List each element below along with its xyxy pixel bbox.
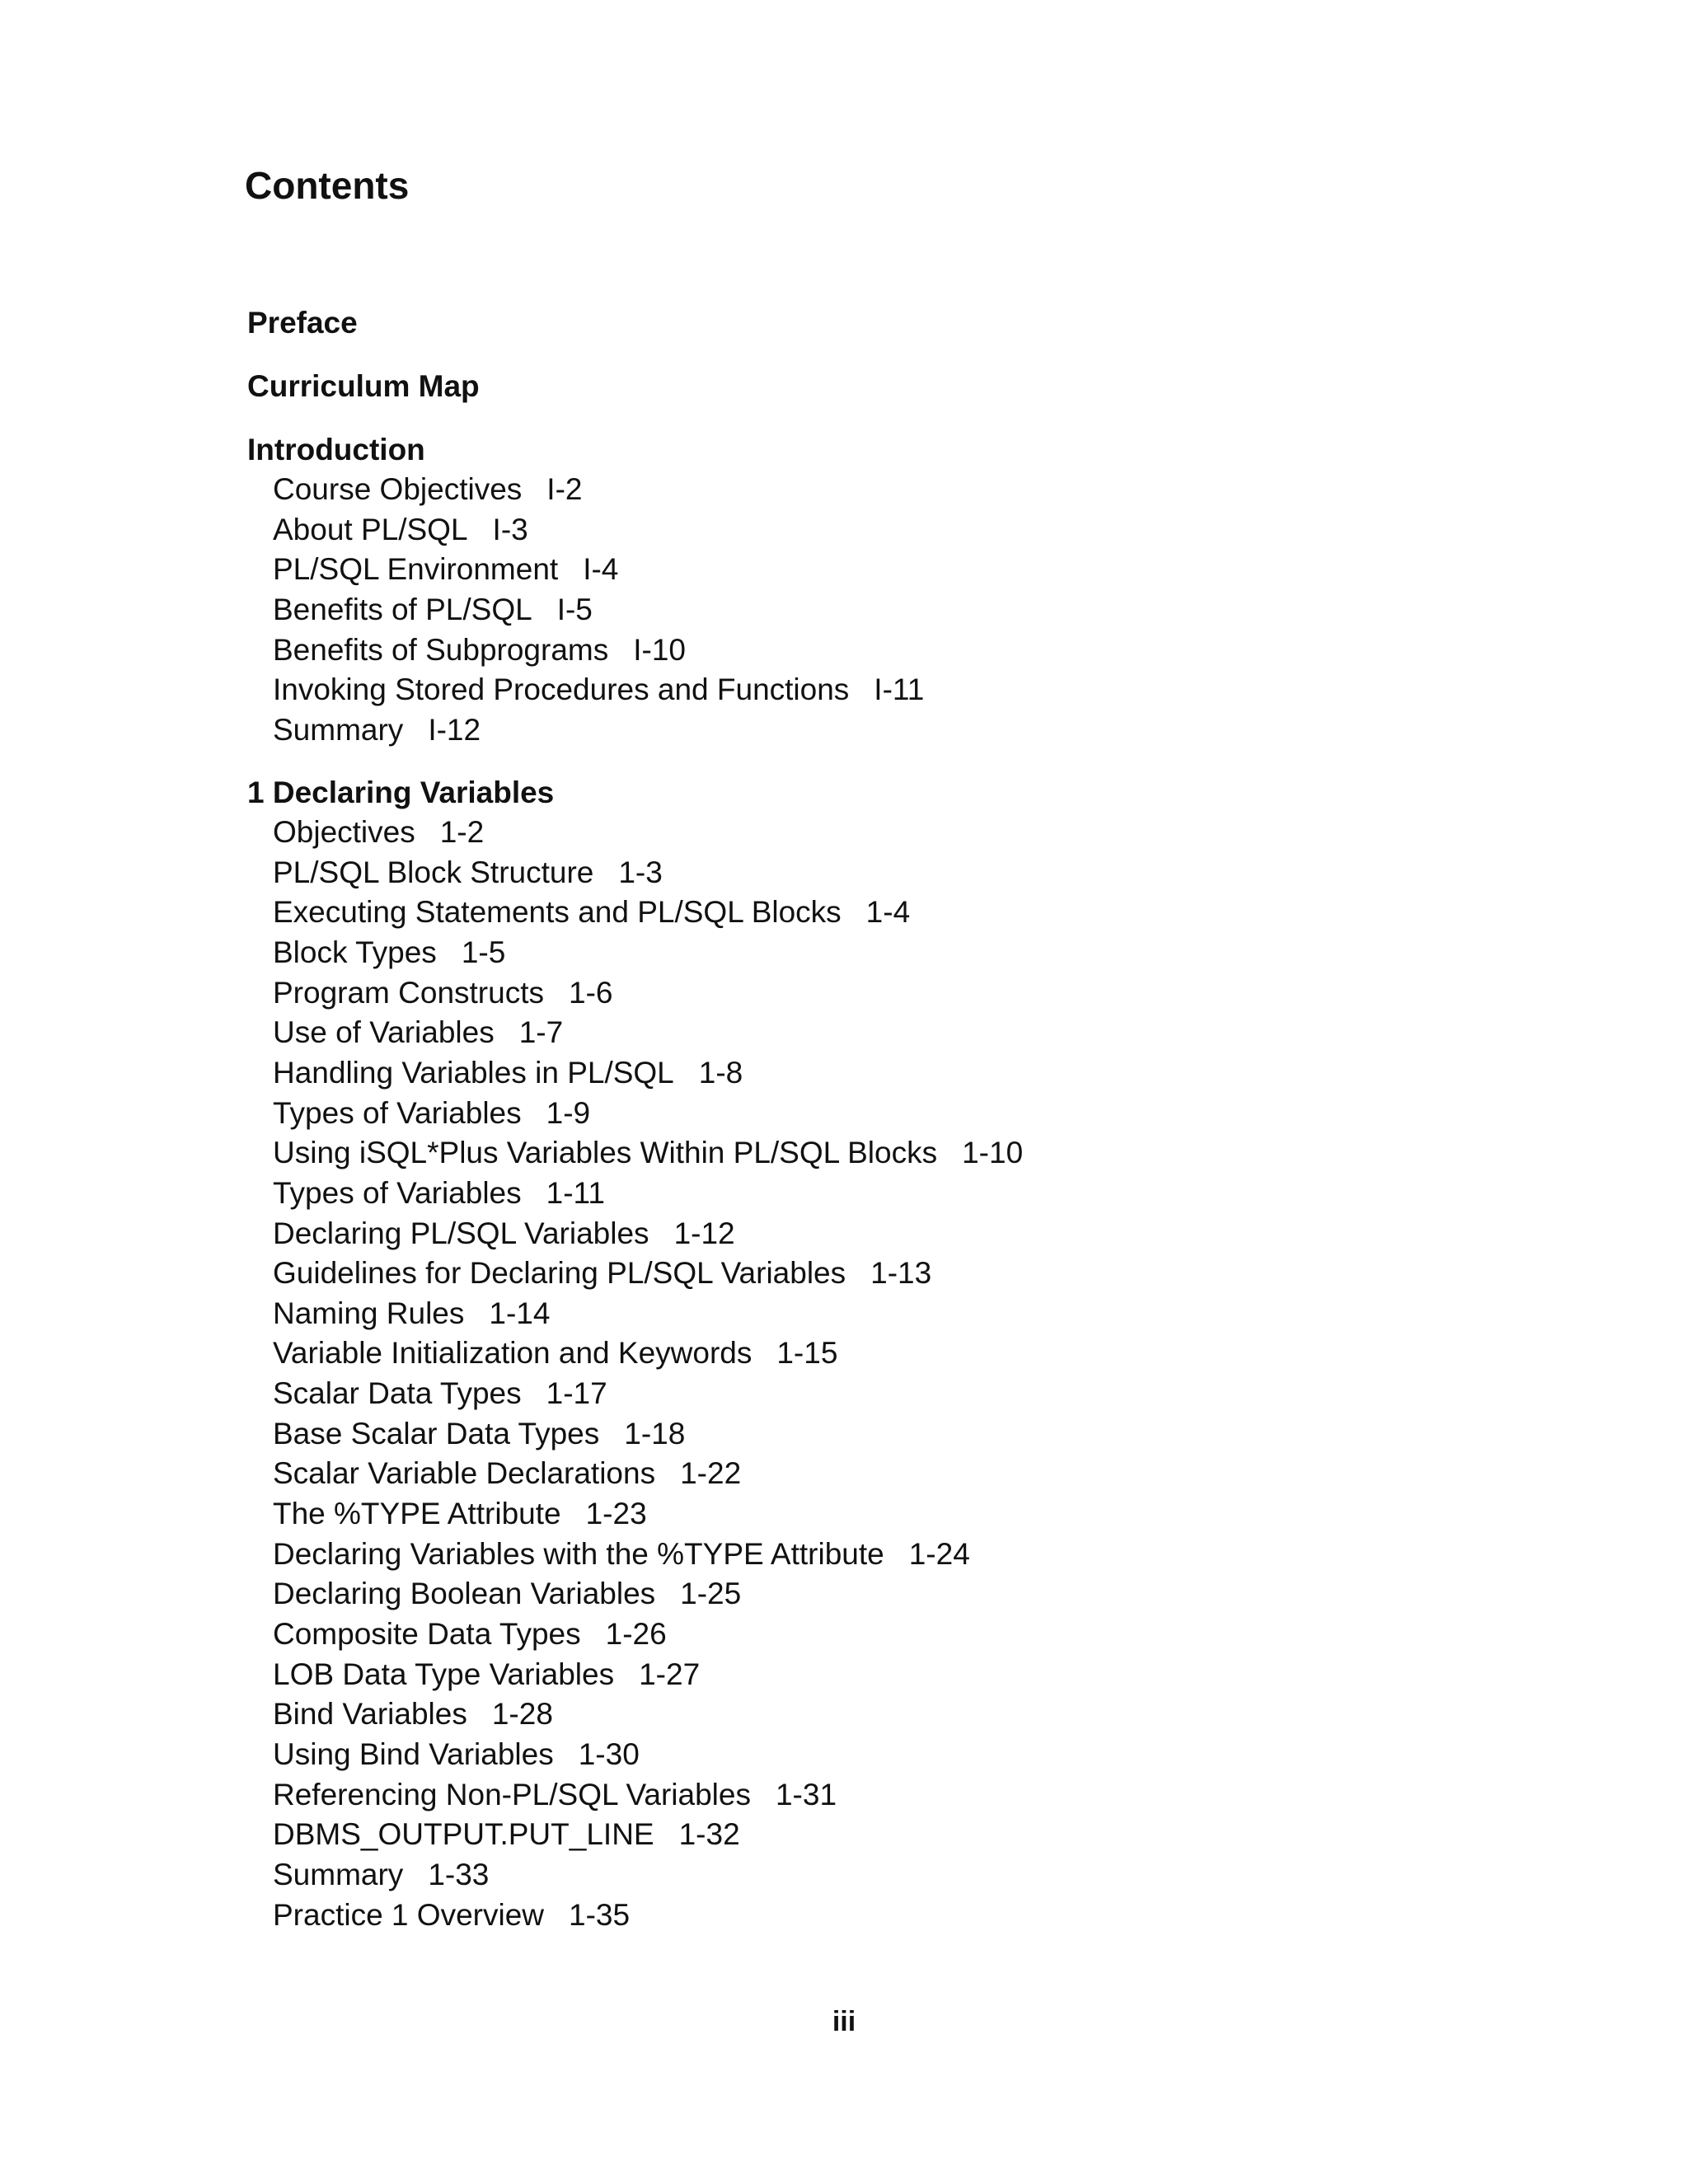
toc-entry-title: Course Objectives xyxy=(273,472,523,506)
toc-entry-title: Executing Statements and PL/SQL Blocks xyxy=(273,895,842,930)
toc-entry-title: Variable Initialization and Keywords xyxy=(273,1336,753,1371)
toc-entry[interactable] xyxy=(273,1135,1023,1171)
toc-entry[interactable] xyxy=(273,1576,741,1612)
toc-entry-title: Composite Data Types xyxy=(273,1617,581,1651)
toc-section-heading[interactable]: Preface xyxy=(247,306,358,340)
toc-entry[interactable] xyxy=(273,855,663,891)
toc-entry-page: 1-4 xyxy=(865,895,911,930)
toc-entry-title: Declaring Boolean Variables xyxy=(273,1577,656,1611)
toc-entry-page: I-4 xyxy=(583,552,619,587)
toc-entry-title: About PL/SQL xyxy=(273,512,468,546)
toc-entry-page: 1-11 xyxy=(546,1175,605,1210)
toc-entry[interactable] xyxy=(273,1696,553,1732)
toc-entry-page: 1-7 xyxy=(518,1015,564,1050)
toc-entry-page: I-2 xyxy=(546,472,583,506)
toc-entry[interactable] xyxy=(273,975,612,1011)
toc-entry-page: 1-14 xyxy=(489,1296,551,1330)
toc-entry[interactable] xyxy=(273,1897,630,1933)
toc-entry[interactable] xyxy=(273,1777,837,1813)
toc-section-heading[interactable]: Curriculum Map xyxy=(247,369,480,403)
toc-entry-title: Declaring Variables with the %TYPE Attribute xyxy=(273,1536,884,1571)
toc-entry[interactable] xyxy=(273,814,484,851)
toc-entry-page: 1-23 xyxy=(585,1497,647,1530)
toc-entry[interactable] xyxy=(273,1857,489,1893)
toc-entry-page: 1-27 xyxy=(639,1657,701,1691)
toc-entry-title: Naming Rules xyxy=(273,1296,465,1330)
toc-entry-title: Invoking Stored Procedures and Functions xyxy=(273,673,850,707)
toc-entry-title: Use of Variables xyxy=(273,1015,495,1050)
toc-entry-page: I-10 xyxy=(633,632,686,667)
toc-entry[interactable] xyxy=(273,1736,640,1773)
toc-entry[interactable] xyxy=(273,1095,590,1132)
toc-entry-page: I-12 xyxy=(428,712,481,747)
toc-entry[interactable] xyxy=(273,632,686,668)
toc-entry-title: Handling Variables in PL/SQL xyxy=(273,1055,674,1090)
toc-entry-page: 1-15 xyxy=(776,1336,838,1371)
toc-entry-title: LOB Data Type Variables xyxy=(273,1657,615,1691)
toc-entry-title: The %TYPE Attribute xyxy=(273,1497,561,1530)
toc-entry[interactable] xyxy=(273,1496,647,1532)
toc-entry-page: 1-18 xyxy=(624,1416,686,1451)
toc-entry-page: 1-3 xyxy=(618,855,663,889)
toc-entry-page: I-5 xyxy=(556,593,593,626)
toc-entry[interactable] xyxy=(273,1055,743,1091)
toc-entry-page: 1-30 xyxy=(578,1736,640,1771)
toc-entry-page: 1-26 xyxy=(605,1617,667,1651)
toc-entry-page: 1-28 xyxy=(491,1697,553,1732)
toc-entry-page: 1-24 xyxy=(908,1536,970,1571)
toc-entry-page: 1-8 xyxy=(698,1055,743,1090)
page-number: iii xyxy=(832,2006,856,2037)
toc-entry[interactable] xyxy=(273,672,924,708)
toc-entry-page: 1-17 xyxy=(546,1376,607,1411)
toc-entry[interactable] xyxy=(273,1376,607,1412)
toc-entry-title: Summary xyxy=(273,1857,404,1891)
toc-entry-title: Types of Variables xyxy=(273,1095,522,1130)
toc-entry-title: Using Bind Variables xyxy=(273,1736,554,1771)
toc-entry-page: 1-25 xyxy=(680,1577,742,1611)
toc-entry-title: Types of Variables xyxy=(273,1175,522,1210)
toc-entry-title: Declaring PL/SQL Variables xyxy=(273,1216,649,1250)
toc-entry-page: 1-22 xyxy=(680,1456,742,1491)
toc-entry[interactable] xyxy=(273,1657,700,1693)
toc-entry-title: Base Scalar Data Types xyxy=(273,1416,600,1451)
toc-entry[interactable] xyxy=(273,1296,550,1332)
toc-entry[interactable] xyxy=(273,1015,563,1051)
toc-entry-page: 1-35 xyxy=(569,1897,631,1932)
toc-entry-title: Guidelines for Declaring PL/SQL Variables xyxy=(273,1256,846,1291)
toc-entry[interactable] xyxy=(273,1175,605,1212)
toc-entry-title: Scalar Variable Declarations xyxy=(273,1456,656,1491)
toc-entry-page: 1-6 xyxy=(569,975,613,1010)
toc-entry-title: Benefits of Subprograms xyxy=(273,632,609,667)
toc-entry-title: Objectives xyxy=(273,815,415,849)
toc-entry[interactable] xyxy=(273,1536,970,1572)
toc-entry-title: Referencing Non-PL/SQL Variables xyxy=(273,1777,751,1811)
toc-section-heading[interactable]: 1 Declaring Variables xyxy=(247,776,555,809)
page-title: Contents xyxy=(245,164,410,207)
toc-entry[interactable] xyxy=(273,1416,685,1452)
toc-entry-title: PL/SQL Environment xyxy=(273,552,559,587)
toc-entry-title: Summary xyxy=(273,712,404,747)
toc-entry[interactable] xyxy=(273,592,593,628)
toc-entry[interactable] xyxy=(273,512,528,548)
toc-section-heading[interactable]: Introduction xyxy=(247,433,425,466)
toc-entry-title: Program Constructs xyxy=(273,975,544,1010)
toc-entry-title: Using iSQL*Plus Variables Within PL/SQL Blocks xyxy=(273,1136,938,1170)
toc-entry[interactable] xyxy=(273,551,618,588)
toc-entry[interactable] xyxy=(273,1216,735,1252)
toc-entry-title: Bind Variables xyxy=(273,1697,467,1732)
toc-entry-title: Scalar Data Types xyxy=(273,1376,522,1411)
toc-entry-page: 1-12 xyxy=(673,1216,735,1250)
toc-entry-page: 1-13 xyxy=(870,1256,932,1291)
toc-entry-title: DBMS_OUTPUT.PUT_LINE xyxy=(273,1817,654,1852)
toc-entry-page: I-11 xyxy=(874,673,925,707)
toc-entry[interactable] xyxy=(273,1616,667,1652)
toc-entry-page: 1-31 xyxy=(775,1777,837,1811)
toc-entry-page: 1-32 xyxy=(678,1817,740,1852)
toc-entry-page: 1-10 xyxy=(962,1136,1024,1170)
toc-entry[interactable] xyxy=(273,1255,931,1291)
toc-entry-page: 1-33 xyxy=(428,1857,490,1891)
toc-entry[interactable] xyxy=(273,1816,740,1853)
toc-entry[interactable] xyxy=(273,935,505,971)
toc-entry-title: Benefits of PL/SQL xyxy=(273,593,532,626)
toc-entry-page: I-3 xyxy=(492,512,528,546)
toc-entry-title: Block Types xyxy=(273,935,437,969)
toc-entry-title: Practice 1 Overview xyxy=(273,1897,544,1932)
toc-entry[interactable] xyxy=(273,471,582,508)
toc-entry[interactable] xyxy=(273,712,481,748)
toc-entry[interactable] xyxy=(273,1455,741,1492)
toc-entry-page: 1-9 xyxy=(546,1095,591,1130)
toc-entry-page: 1-2 xyxy=(439,815,485,849)
toc-entry[interactable] xyxy=(273,1335,837,1371)
toc-entry-title: PL/SQL Block Structure xyxy=(273,855,594,889)
toc-entry-page: 1-5 xyxy=(461,935,506,969)
toc-entry[interactable] xyxy=(273,894,910,930)
